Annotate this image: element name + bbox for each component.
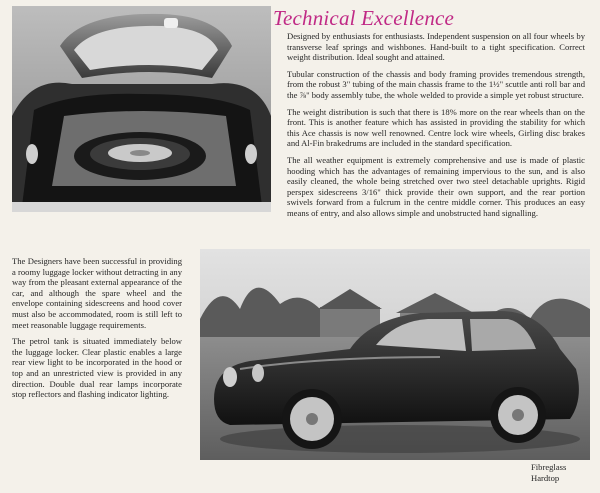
luggage-locker-photo [12,6,271,212]
caption-line-2: Hardtop [531,472,560,483]
paragraph-weather: The all weather equipment is extremely comprehensive and use is made of plastic hooding which has the advantages of remaining impervious to the sun, and is also easily cleaned, the whole being stretched over two steel detachable uprights. Rigid perspex sidescreens 3/16" thick provide their own support, and the rear portion swivels forward from a fulcrum in the centre middle corner. This produces an easy means of entry, and also allows simple and unobstructed hand signalling. [287,154,585,218]
paragraph-chassis: Tubular construction of the chassis and body framing provides tremendous strength, from the robust 3" tubing of the main chassis frame to the 1½" scuttle anti roll bar and the ⅞" body assembly tube, the whole welded to provide a simple yet robust structure. [287,68,585,100]
page-title: Technical Excellence [273,6,455,30]
paragraph-suspension: Designed by enthusiasts for enthusiasts. Independent suspension on all four wheels by transverse leaf springs and wishbones. Hand-built to a tight specification. Correct weight distribution. Ideal sought and attained. [287,31,585,63]
luggage-locker-illustration [12,6,271,212]
luggage-text-column [12,256,182,406]
paragraph-petrol: The petrol tank is situated immediately below the luggage locker. Clear plastic enables a large rear view light to be incorporated in the hood or top and an unrestricted view is provided in any direction. Double dual rear lamps incorporate stop reflectors and flashing indicator lighting. [12,336,182,400]
hardtop-car-photo [200,249,590,460]
paragraph-luggage: The Designers have been successful in providing a roomy luggage locker without detracting in any way from the pleasant external appearance of the car, and although the spare wheel and the envelope containing sidescreens and hood cover must also be accommodated, room is still left to meet reasonable luggage requirements. [12,256,182,330]
hardtop-car-illustration [200,249,590,460]
photo-caption [531,462,566,483]
paragraph-weight: The weight distribution is such that there is 18% more on the rear wheels than on the front. This is another feature which has assisted in providing the stability for which this Ace chassis is now well renowned. Centre lock wire wheels, Girling disc brakes and Al-Fin brakedrums are included in the standard specification. [287,106,585,149]
technical-text-column [287,31,585,225]
caption-line-1: Fibreglass [531,462,567,472]
